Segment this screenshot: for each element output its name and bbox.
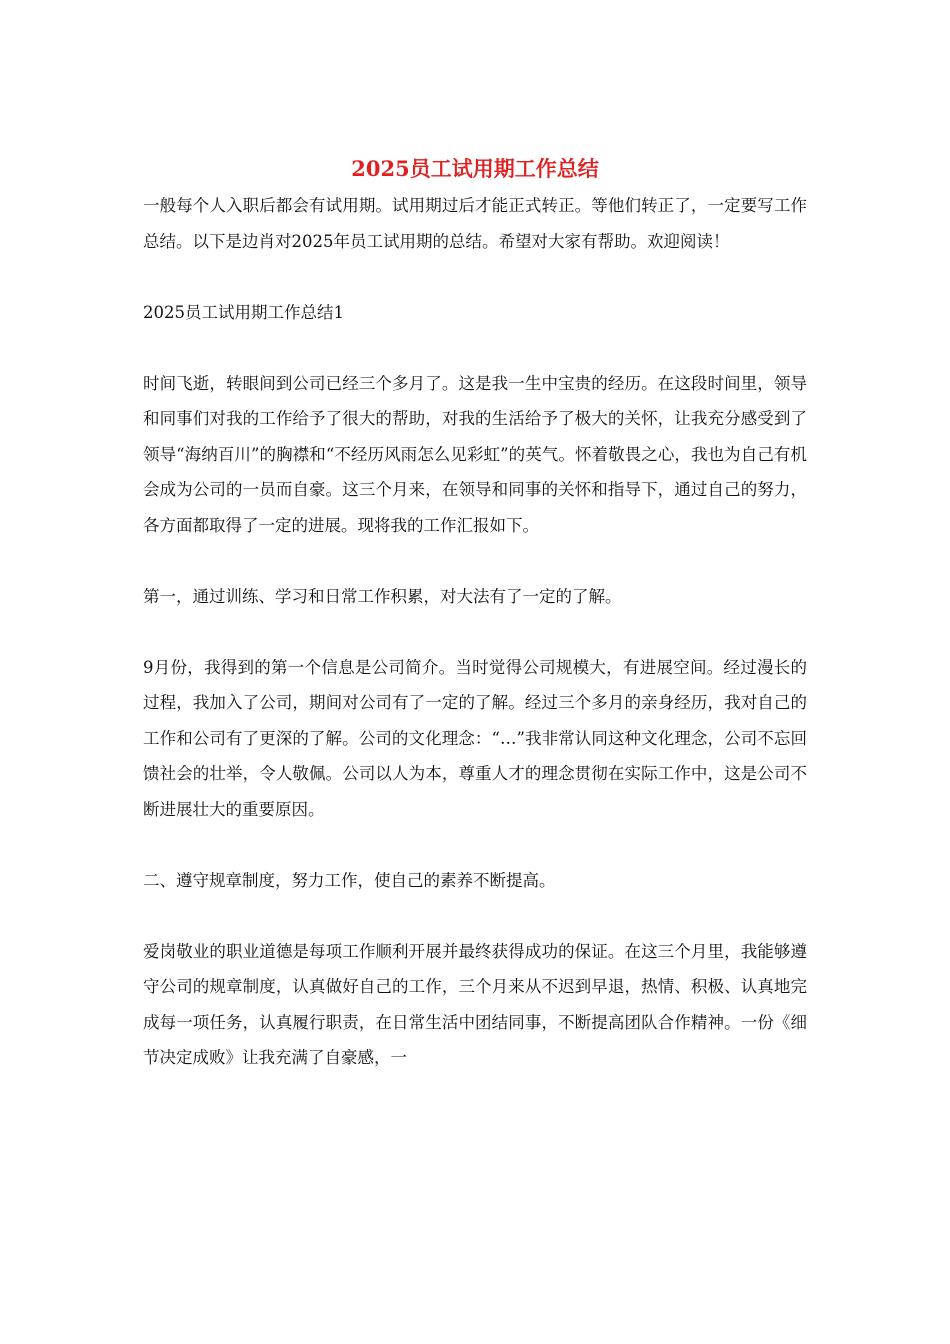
section-heading: 2025员工试用期工作总结1 <box>143 302 344 322</box>
point-one-heading: 第一，通过训练、学习和日常工作积累，对大法有了一定的了解。 <box>143 586 622 606</box>
body-paragraph: 时间飞逝，转眼间到公司已经三个多月了。这是我一生中宝贵的经历。在这段时间里，领导和同事们对我的工作给予了很大的帮助，对我的生活给予了极大的关怀，让我充分感受到了领导“海纳百川”的胸襟和“不经历风雨怎么见彩虹”的英气。怀着敬畏之心，我也为自己有机会成为公司的一员而自豪。这三个月来，在领导和同事的关怀和指导下，通过自己的努力，各方面都取得了一定的进展。现将我的工作汇报如下。 <box>143 373 807 535</box>
body-paragraph: 9月份，我得到的第一个信息是公司简介。当时觉得公司规模大，有进展空间。经过漫长的过程，我加入了公司，期间对公司有了一定的了解。经过三个多月的亲身经历，我对自己的工作和公司有了更深的了解。公司的文化理念：“…”我非常认同这种文化理念，公司不忘回馈社会的壮举，令人敬佩。公司以人为本，尊重人才的理念贯彻在实际工作中，这是公司不断进展壮大的重要原因。 <box>143 657 807 819</box>
intro-paragraph: 一般每个人入职后都会有试用期。试用期过后才能正式转正。等他们转正了，一定要写工作总结。以下是边肖对2025年员工试用期的总结。希望对大家有帮助。欢迎阅读！ <box>143 196 807 251</box>
body-paragraph: 爱岗敬业的职业道德是每项工作顺利开展并最终获得成功的保证。在这三个月里，我能够遵守公司的规章制度，认真做好自己的工作，三个月来从不迟到早退，热情、积极、认真地完成每一项任务，认真履行职责，在日常生活中团结同事，不断提高团队合作精神。一份《细节决定成败》让我充满了自豪感，一 <box>143 941 807 1067</box>
document-page <box>143 150 807 1076</box>
document-title: 2025员工试用期工作总结 <box>351 156 599 181</box>
point-two-heading: 二、遵守规章制度，努力工作，使自己的素养不断提高。 <box>143 870 556 890</box>
